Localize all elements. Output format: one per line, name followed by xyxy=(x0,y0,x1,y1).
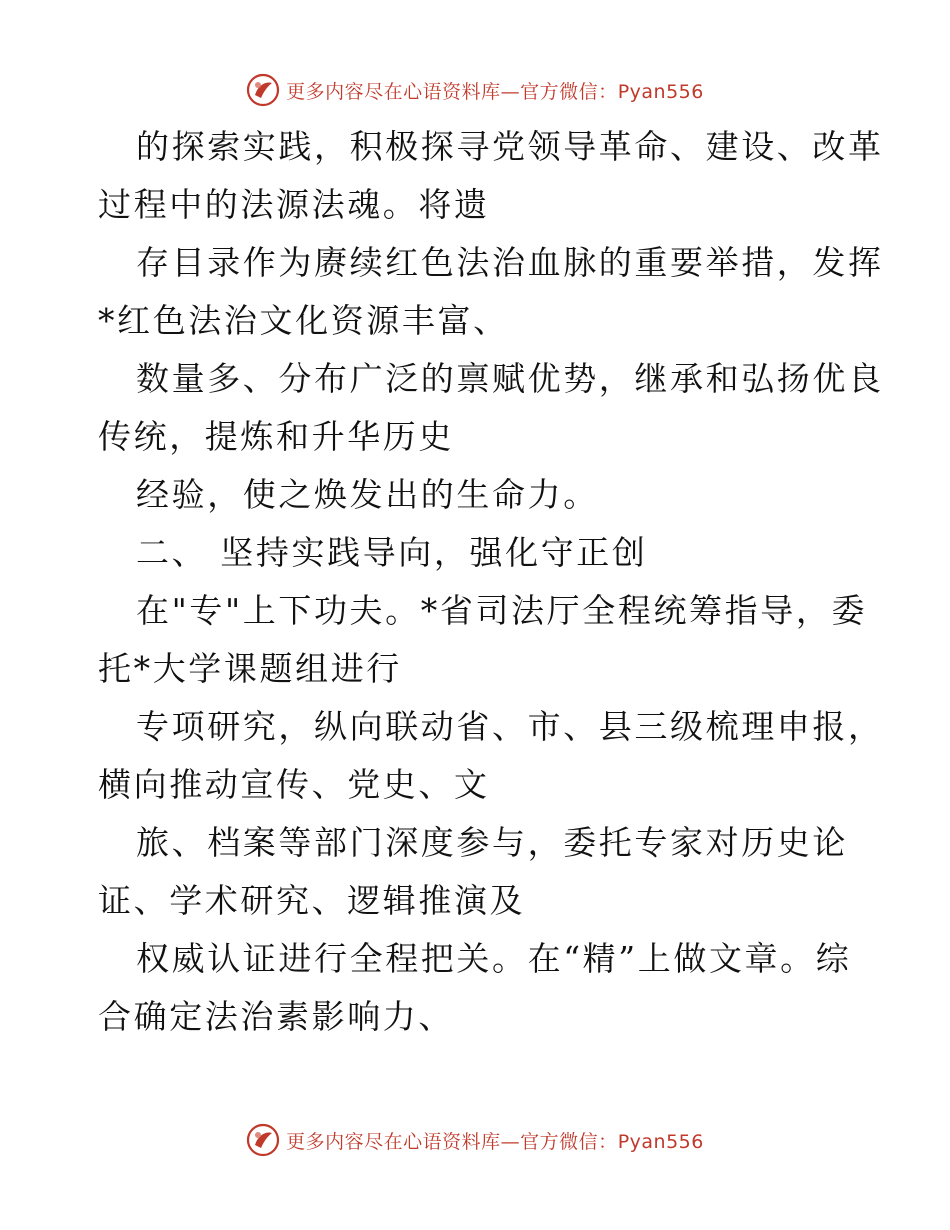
document-body xyxy=(98,118,884,1046)
watermark-dash: — xyxy=(500,80,521,103)
watermark-site: 更多内容尽在心语资料库 xyxy=(286,1130,501,1153)
body-line: 数量多、分布广泛的禀赋优势，继承和弘扬优良 xyxy=(136,359,884,398)
body-line: 横向推动宣传、党史、文 xyxy=(98,765,490,804)
watermark-wechat-id: Pyan556 xyxy=(617,80,704,103)
watermark-site: 更多内容尽在心语资料库 xyxy=(286,80,501,103)
watermark-dash: — xyxy=(500,1130,521,1153)
body-line: 托*大学课题组进行 xyxy=(98,649,402,688)
watermark-text xyxy=(286,1127,704,1154)
footer-watermark xyxy=(0,1120,950,1160)
body-line: 旅、档案等部门深度参与，委托专家对历史论 xyxy=(136,823,848,862)
header-watermark xyxy=(0,70,950,110)
watermark-text xyxy=(286,77,704,104)
body-line: 经验，使之焕发出的生命力。 xyxy=(136,475,599,514)
body-line: 证、学术研究、逻辑推演及 xyxy=(98,881,526,920)
body-line: 二、 坚持实践导向，强化守正创 xyxy=(136,533,648,572)
logo-icon xyxy=(246,1123,280,1157)
body-line: 在"专"上下功夫。*省司法厅全程统筹指导，委 xyxy=(136,591,868,630)
body-line: 传统，提炼和升华历史 xyxy=(98,417,454,456)
body-line: 过程中的法源法魂。将遗 xyxy=(98,185,490,224)
logo-icon xyxy=(246,73,280,107)
body-line: *红色法治文化资源丰富、 xyxy=(98,301,509,340)
watermark-wechat-label: 官方微信： xyxy=(520,80,618,103)
body-line: 存目录作为赓续红色法治血脉的重要举措，发挥 xyxy=(136,243,884,282)
body-line: 专项研究，纵向联动省、市、县三级梳理申报， xyxy=(136,707,884,746)
body-line: 的探索实践，积极探寻党领导革命、建设、改革 xyxy=(136,127,884,166)
watermark-wechat-label: 官方微信： xyxy=(520,1130,618,1153)
body-line: 合确定法治素影响力、 xyxy=(98,997,454,1036)
body-line: 权威认证进行全程把关。在“精”上做文章。综 xyxy=(136,939,852,978)
watermark-wechat-id: Pyan556 xyxy=(617,1130,704,1153)
